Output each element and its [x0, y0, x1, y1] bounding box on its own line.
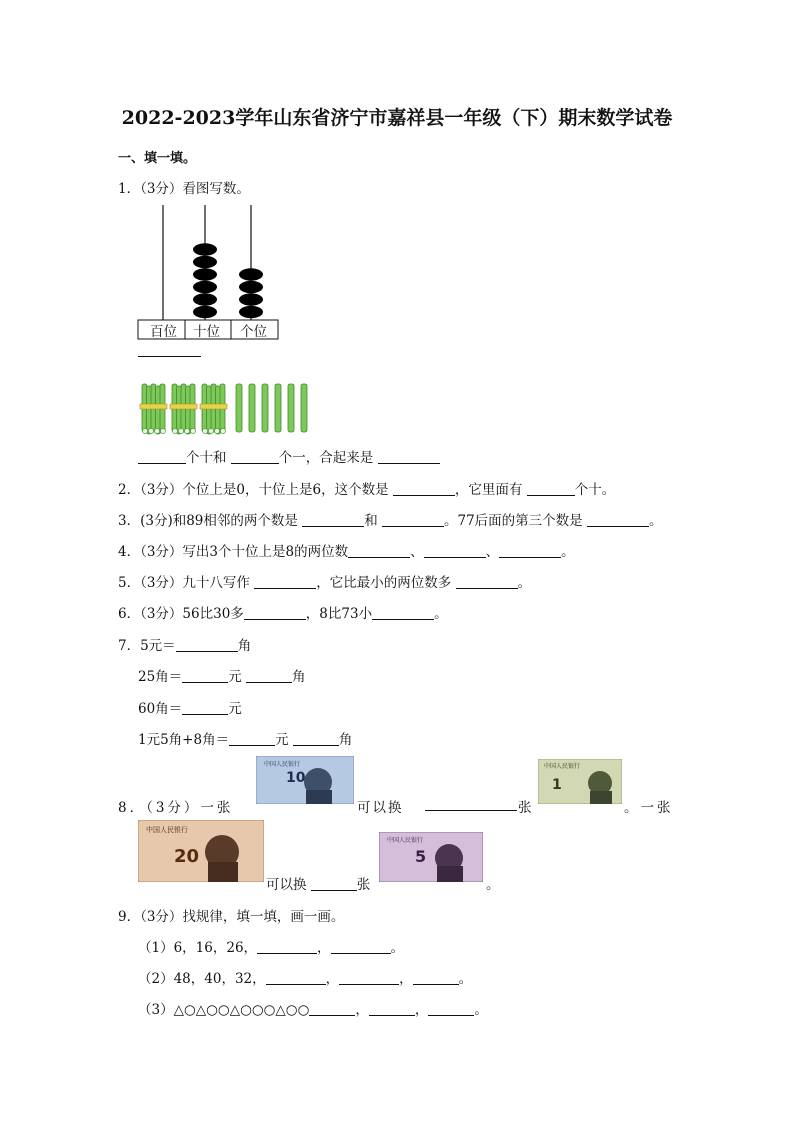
- stick-bundle: [200, 384, 227, 434]
- answer-blank[interactable]: [138, 450, 186, 464]
- question-9-part-1: （1）6，16，26， ， 。: [138, 940, 405, 956]
- answer-blank[interactable]: [311, 877, 357, 891]
- question-8-end: 。: [486, 877, 500, 893]
- stick-bundle: [170, 384, 197, 434]
- answer-blank[interactable]: [456, 575, 518, 589]
- answer-blank[interactable]: [302, 513, 364, 527]
- stick: [288, 384, 294, 432]
- question-4: 4．（3分）写出3个十位上是8的两位数 、 、 。: [118, 544, 575, 560]
- sticks-figure: [138, 380, 318, 438]
- question-8-part-e: 可以换 张: [266, 877, 371, 893]
- abacus-bead: [193, 256, 217, 268]
- banknote-20-yuan: [138, 820, 264, 882]
- question-7-line-1: 7．5元＝ 角: [118, 638, 252, 654]
- abacus-bead: [193, 243, 217, 255]
- answer-blank[interactable]: [348, 544, 410, 558]
- answer-blank[interactable]: [372, 606, 434, 620]
- answer-blank[interactable]: [369, 1002, 415, 1016]
- question-5: 5．（3分）九十八写作 ，它比最小的两位数多 。: [118, 575, 532, 591]
- stick-end: [220, 428, 225, 433]
- stick-end: [142, 428, 147, 433]
- answer-blank[interactable]: [293, 732, 339, 746]
- answer-blank[interactable]: [527, 482, 575, 496]
- question-9-part-3: （3）△○△○○△○○○△○○ ， ， 。: [138, 1002, 488, 1018]
- banknote-5-yuan: [379, 832, 483, 882]
- answer-blank[interactable]: [393, 482, 455, 496]
- stick: [275, 384, 281, 432]
- abacus-label-tens: 十位: [193, 324, 220, 340]
- stick-end: [154, 428, 159, 433]
- stick-end: [208, 428, 213, 433]
- answer-blank[interactable]: [254, 575, 316, 589]
- question-9-part-2: （2）48，40，32， ， ， 。: [138, 971, 473, 987]
- stick: [301, 384, 307, 432]
- svg-text:10: 10: [286, 770, 306, 786]
- answer-blank[interactable]: [266, 971, 326, 985]
- abacus-bead: [239, 268, 263, 280]
- stick-end: [148, 428, 153, 433]
- stick: [262, 384, 268, 432]
- stick-end: [202, 428, 207, 433]
- bundle-band: [140, 404, 167, 409]
- answer-blank[interactable]: [257, 940, 317, 954]
- question-3: 3．(3分)和89相邻的两个数是 和 。77后面的第三个数是 。: [118, 513, 663, 529]
- svg-text:5: 5: [415, 847, 427, 866]
- question-1-answer-line: 个十和 个一，合起来是: [138, 446, 440, 466]
- stick-bundles: [140, 384, 227, 434]
- abacus-label-ones: 个位: [240, 324, 267, 340]
- question-8-part-d: 。一张: [624, 800, 674, 816]
- answer-blank[interactable]: [587, 513, 649, 527]
- stick-end: [160, 428, 165, 433]
- question-7-line-4: 1元5角+8角＝ 元 角: [138, 732, 353, 748]
- stick-end: [184, 428, 189, 433]
- svg-text:中国人民银行: 中国人民银行: [544, 763, 581, 770]
- banknote-10-yuan: [256, 756, 354, 804]
- answer-blank[interactable]: [499, 544, 561, 558]
- abacus-bead: [193, 268, 217, 280]
- answer-blank[interactable]: [138, 356, 201, 357]
- svg-text:20: 20: [174, 846, 200, 867]
- answer-blank[interactable]: [182, 701, 228, 715]
- svg-text:中国人民银行: 中国人民银行: [387, 837, 424, 844]
- answer-blank[interactable]: [176, 638, 238, 652]
- svg-text:中国人民银行: 中国人民银行: [264, 761, 301, 768]
- answer-blank[interactable]: [339, 971, 399, 985]
- question-6: 6．（3分）56比30多 ，8比73小 。: [118, 606, 448, 622]
- question-2: 2．（3分）个位上是0，十位上是6，这个数是 ，它里面有 个十。: [118, 482, 616, 498]
- section-heading: 一、填一填。: [118, 151, 197, 166]
- stick-bundle: [140, 384, 167, 434]
- answer-blank[interactable]: [229, 732, 275, 746]
- stick-end: [172, 428, 177, 433]
- page-title: 2022-2023学年山东省济宁市嘉祥县一年级（下）期末数学试卷: [121, 107, 673, 129]
- answer-blank[interactable]: [309, 1002, 355, 1016]
- answer-blank[interactable]: [246, 669, 292, 683]
- question-8-part-a: 8．（3分）一张: [118, 800, 234, 816]
- question-7-line-2: 25角＝ 元 角: [138, 669, 306, 685]
- banknote-1-yuan: [538, 759, 622, 804]
- abacus-bead: [239, 281, 263, 293]
- answer-blank[interactable]: [244, 606, 306, 620]
- single-sticks: [236, 384, 307, 432]
- answer-blank[interactable]: [182, 669, 228, 683]
- answer-blank[interactable]: [424, 544, 486, 558]
- abacus-bead: [193, 306, 217, 318]
- answer-blank[interactable]: [428, 1002, 474, 1016]
- question-8-unit: 张: [518, 800, 532, 816]
- svg-text:1: 1: [552, 777, 562, 793]
- bundle-band: [200, 404, 227, 409]
- question-1-prompt: 1．（3分）看图写数。: [118, 181, 250, 197]
- answer-blank[interactable]: [425, 810, 517, 811]
- abacus-bead: [239, 306, 263, 318]
- stick: [249, 384, 255, 432]
- stick-end: [178, 428, 183, 433]
- answer-blank[interactable]: [378, 450, 440, 464]
- stick: [236, 384, 242, 432]
- answer-blank[interactable]: [231, 450, 279, 464]
- answer-blank[interactable]: [331, 940, 391, 954]
- svg-text:中国人民银行: 中国人民银行: [146, 826, 188, 834]
- stick-end: [214, 428, 219, 433]
- question-9-prompt: 9．（3分）找规律，填一填，画一画。: [118, 909, 345, 925]
- question-8-can-exchange: 可以换: [357, 800, 404, 816]
- abacus-bead: [239, 293, 263, 305]
- abacus-bead: [193, 281, 217, 293]
- question-7-line-3: 60角＝ 元: [138, 701, 242, 717]
- stick-end: [190, 428, 195, 433]
- bundle-band: [170, 404, 197, 409]
- abacus-label-hundreds: 百位: [150, 324, 177, 340]
- abacus-bead: [193, 293, 217, 305]
- answer-blank[interactable]: [382, 513, 444, 527]
- answer-blank[interactable]: [413, 971, 459, 985]
